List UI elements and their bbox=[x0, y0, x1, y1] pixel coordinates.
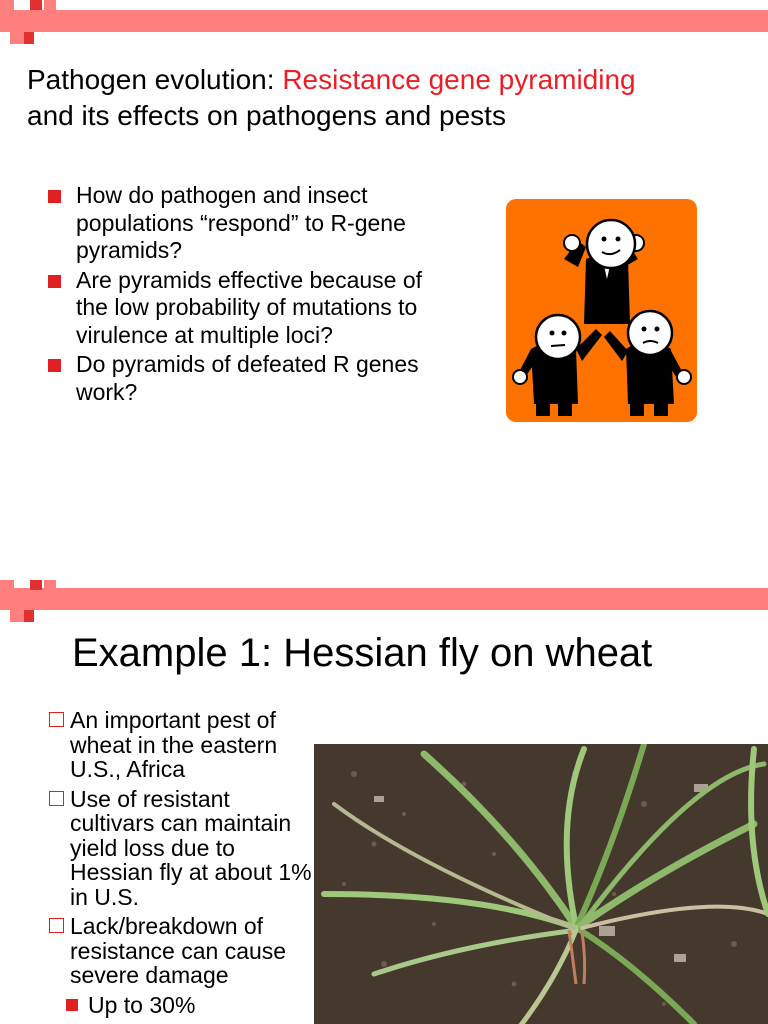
accent-bar bbox=[0, 588, 768, 610]
corner-decoration bbox=[44, 0, 56, 10]
list-item: Are pyramids effective because of the low probability of mutations to virulence at multiple loci? bbox=[48, 267, 448, 350]
corner-decoration bbox=[30, 0, 42, 10]
list-item: Lack/breakdown of resistance can cause severe damage bbox=[48, 914, 313, 988]
corner-decoration bbox=[44, 580, 56, 590]
corner-decoration bbox=[24, 32, 34, 44]
corner-decoration bbox=[10, 32, 24, 44]
title-prefix: Pathogen evolution: bbox=[27, 64, 283, 95]
corner-decoration bbox=[24, 610, 34, 622]
bullet-list bbox=[48, 708, 313, 1022]
list-item: An important pest of wheat in the eastern U.S., Africa bbox=[48, 708, 313, 782]
bullet-box-icon bbox=[49, 712, 64, 727]
corner-decoration bbox=[0, 0, 14, 12]
pyramid-people-illustration bbox=[506, 199, 697, 422]
bullet-square-icon bbox=[66, 999, 78, 1011]
wheat-photo bbox=[314, 744, 768, 1024]
corner-decoration bbox=[30, 580, 42, 590]
list-item: Do pyramids of defeated R genes work? bbox=[48, 351, 448, 406]
sub-list-item: Up to 30% bbox=[48, 993, 313, 1018]
bullet-square-icon bbox=[48, 275, 61, 288]
bullet-square-icon bbox=[48, 359, 61, 372]
bullet-square-icon bbox=[48, 190, 61, 203]
list-item: How do pathogen and insect populations “respond” to R-gene pyramids? bbox=[48, 182, 448, 265]
cartoon-figures-icon bbox=[506, 199, 697, 422]
corner-decoration bbox=[0, 580, 14, 592]
slide-separator bbox=[0, 540, 768, 572]
accent-bar bbox=[0, 10, 768, 32]
bullet-box-icon bbox=[49, 918, 64, 933]
corner-decoration bbox=[10, 610, 24, 622]
wheat-plants-icon bbox=[314, 744, 768, 1024]
title-line-2: and its effects on pathogens and pests bbox=[27, 100, 506, 131]
bullet-list bbox=[48, 182, 448, 408]
slide-title: Example 1: Hessian fly on wheat bbox=[72, 631, 653, 675]
slide-2 bbox=[0, 572, 768, 1024]
bullet-box-icon bbox=[49, 791, 64, 806]
title-highlight: Resistance gene pyramiding bbox=[282, 64, 636, 95]
slide-title bbox=[27, 62, 757, 134]
list-item: Use of resistant cultivars can maintain yield loss due to Hessian fly at about 1% in U.S. bbox=[48, 787, 313, 910]
